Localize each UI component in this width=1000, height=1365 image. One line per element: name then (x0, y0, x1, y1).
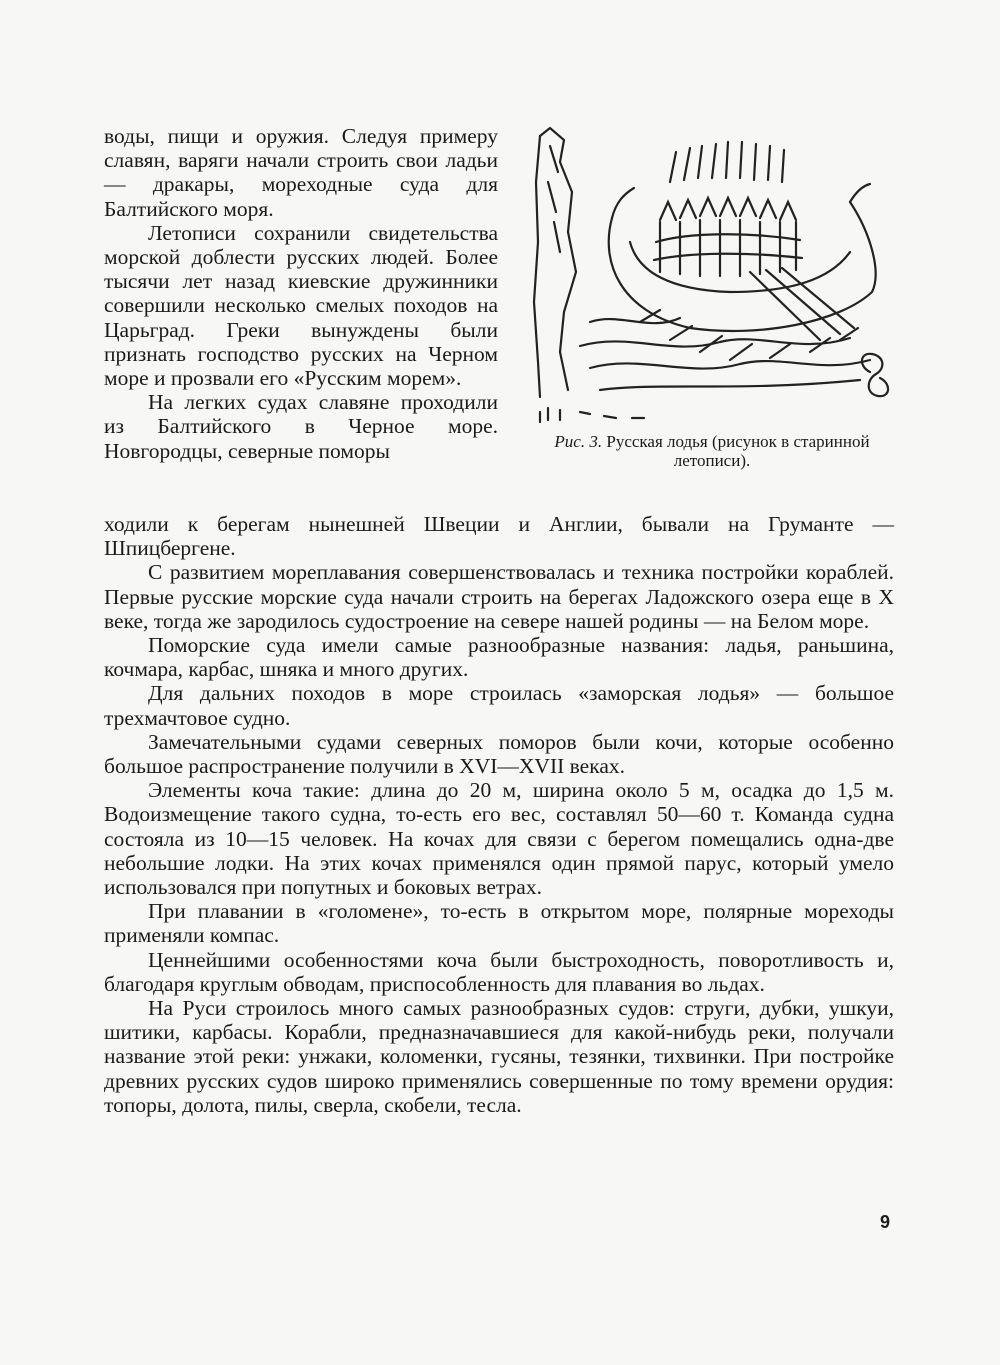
left-column-text (104, 124, 498, 463)
paragraph: Элементы коча такие: длина до 20 м, ширина около 5 м, осадка до 1,5 м. Водоизмещение такого судна, то-есть его вес, составлял 50—60 т. Команда судна состояла из 10—15 человек. На кочах для связи с берегом помещались одна-две небольшие лодки. На этих кочах применялся один прямой парус, который умело использовался при попутных и боковых ветрах. (104, 778, 894, 900)
figure-caption (520, 432, 904, 470)
paragraph: С развитием мореплавания совершенствовалась и техника постройки кораблей. Первые русские морские суда начали строить на берегах Ладожского озера еще в X веке, тогда же зародилось судостроение на севере нашей родины — на Белом море. (104, 560, 894, 633)
paragraph: На легких судах славяне проходили из Балтийского в Черное море. Новгородцы, северные поморы (104, 390, 498, 463)
paragraph: Поморские суда имели самые разнообразные названия: ладья, раньшина, кочмара, карбас, шняка и много других. (104, 633, 894, 682)
page-number: 9 (880, 1212, 891, 1232)
paragraph: ходили к берегам нынешней Швеции и Англии, бывали на Груманте — Шпицбергене. (104, 512, 894, 561)
paragraph: Ценнейшими особенностями коча были быстроходность, поворотливость и, благодаря круглым обводам, приспособленность для плавания во льдах. (104, 947, 894, 996)
paragraph: Летописи сохранили свидетельства морской доблести русских людей. Более тысячи лет назад киевские дружинники совершили несколько смелых походов на Царьград. Греки вынуждены были признать господство русских на Черном море и прозвали его «Русским морем». (104, 220, 498, 391)
figure-number: Рис. 3. (554, 432, 603, 451)
paragraph: При плавании в «голомене», то-есть в открытом море, полярные мореходы применяли компас. (104, 899, 894, 948)
paragraph: Для дальних походов в море строилась «заморская лодья» — большое трехмачтовое судно. (104, 681, 894, 730)
main-text (104, 512, 894, 1117)
paragraph: воды, пищи и оружия. Следуя примеру славян, варяги начали строить свои ладьи — дракары, мореходные суда для Балтийского моря. (104, 124, 498, 221)
paragraph: Замечательными судами северных поморов были кочи, которые особенно большое распространение получили в XVI—XVII веках. (104, 729, 894, 779)
ship-illustration (520, 122, 904, 428)
figure-caption-text: Русская лодья (рисунок в старинной летописи). (606, 432, 870, 470)
paragraph: На Руси строилось много самых разнообразных судов: струги, дубки, ушкуи, шитики, карбасы. Корабли, предназначавшиеся для какой-нибудь реки, получали название этой реки: унжаки, коломенки, гусяны, тезянки, тихвинки. При постройке древних русских судов широко применялись совершенные по тому времени орудия: топоры, долота, пилы, сверла, скобели, тесла. (104, 996, 894, 1117)
russian-lodya-drawing (520, 122, 904, 428)
